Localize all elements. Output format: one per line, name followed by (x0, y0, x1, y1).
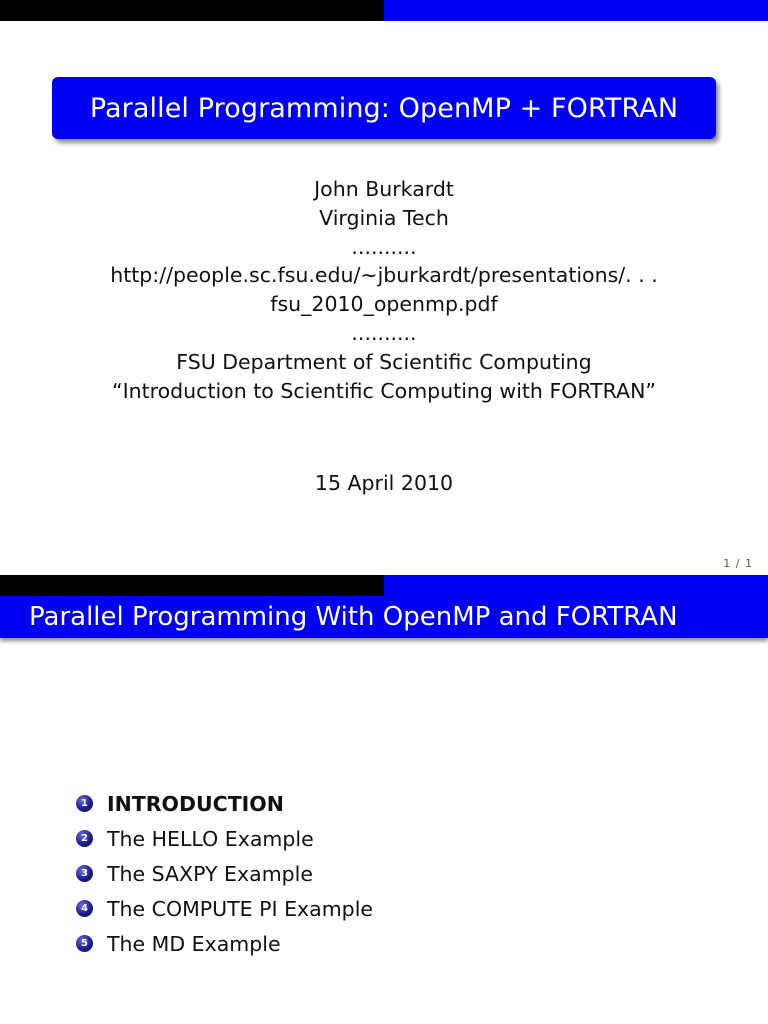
numbered-ball-icon: 3 (76, 865, 93, 882)
numbered-ball-icon: 5 (76, 935, 93, 952)
numbered-ball-icon: 2 (76, 830, 93, 847)
toc-item-label: The COMPUTE PI Example (107, 896, 373, 921)
presentation-title-box (52, 77, 716, 139)
affiliation: Virginia Tech (319, 205, 449, 230)
toc-item-label: The SAXPY Example (107, 861, 313, 886)
toc-item[interactable] (76, 786, 373, 821)
department-name: FSU Department of Scientific Computing (176, 349, 592, 374)
toc-item-label: The MD Example (107, 931, 281, 956)
toc-item-label: The HELLO Example (107, 826, 314, 851)
toc-item[interactable] (76, 926, 373, 961)
page-number: 1 / 1 (723, 557, 753, 570)
header-bar-dark-segment (0, 0, 384, 21)
separator-dots: .......... (351, 234, 417, 259)
toc-item[interactable] (76, 856, 373, 891)
numbered-ball-icon: 4 (76, 900, 93, 917)
presentation-url-line-1: http://people.sc.fsu.edu/∼jburkardt/presentations/. . . (110, 263, 658, 288)
presentation-title: Parallel Programming: OpenMP + FORTRAN (89, 92, 679, 124)
table-of-contents (76, 786, 373, 961)
course-name: “Introduction to Scientific Computing with FORTRAN” (111, 378, 657, 403)
header-bar-blue-segment (384, 0, 768, 21)
header-bar-blue-segment (384, 575, 768, 596)
author-name: John Burkardt (314, 177, 454, 201)
toc-item[interactable] (76, 891, 373, 926)
slide1-header-bar (0, 0, 768, 21)
numbered-ball-icon: 1 (76, 795, 93, 812)
frame-title: Parallel Programming With OpenMP and FORTRAN (29, 602, 678, 632)
presentation-date: 15 April 2010 (314, 471, 454, 495)
toc-item[interactable] (76, 821, 373, 856)
presentation-url-line-2: fsu_2010_openmp.pdf (270, 292, 498, 317)
slide2-header-bar (0, 575, 768, 596)
toc-item-label: INTRODUCTION (107, 791, 284, 816)
header-bar-dark-segment (0, 575, 384, 596)
title-page-info (0, 175, 768, 405)
separator-dots: .......... (351, 320, 417, 345)
frame-title-bar (0, 596, 768, 638)
